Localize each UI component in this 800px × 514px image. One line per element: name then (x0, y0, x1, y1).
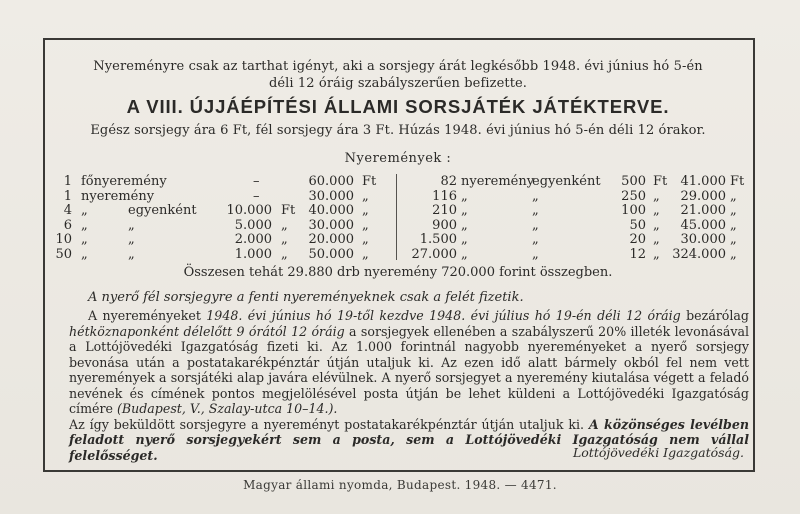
prize-each-unit: Ft (281, 203, 296, 219)
liability-disclaimer: A közönséges levélben feladott nyerő sorsjegyekért sem a posta, sem a Lottójövedéki Igazgatóság nem vállal felelősséget. (69, 416, 749, 463)
prize-label: „ (81, 247, 88, 262)
prize-each-label: „ (532, 188, 539, 204)
claim-notice-line-1: Nyereményre csak az tarthat igényt, aki a sorsjegy árát legkésőbb 1948. évi június hó 5-én (93, 59, 703, 74)
prize-row-right (0, 247, 800, 262)
prize-count: 50 (55, 247, 72, 262)
prize-count: 1 (63, 188, 72, 204)
prize-label: „ (81, 203, 88, 219)
prize-label: „ (461, 217, 468, 233)
prize-count: 1 (63, 174, 72, 189)
printer-imprint: Magyar állami nyomda, Budapest. 1948. — 4471. (243, 478, 557, 492)
prize-count: 116 (432, 188, 457, 204)
prize-row-right (0, 232, 800, 247)
prize-total: 41.000 (680, 174, 726, 189)
prize-count: 210 (432, 203, 457, 219)
postal-transfer-note: Az így beküldött sorsjegyre a nyereményt postatakarékpénztár útján utaljuk ki. (69, 416, 589, 432)
prize-count: 10 (55, 232, 72, 248)
prize-count: 4 (63, 203, 72, 219)
prize-each-unit: „ (281, 247, 288, 262)
prize-label: nyeremény (461, 174, 535, 189)
prize-each-amount: 10.000 (226, 203, 272, 219)
prize-each-amount: 12 (629, 247, 646, 262)
payout-intro: A nyereményeket (88, 308, 207, 323)
prize-total: 60.000 (308, 174, 354, 189)
prize-total-unit: „ (730, 203, 737, 219)
prize-count: 82 (440, 174, 457, 189)
prize-total: 20.000 (308, 232, 354, 248)
prize-total: 324.000 (672, 247, 726, 262)
prize-total-unit: „ (362, 188, 369, 204)
prize-each-amount: 250 (621, 188, 646, 204)
prize-count: 900 (432, 217, 457, 233)
prize-total-unit: Ft (362, 174, 377, 189)
prize-total-line: Összesen tehát 29.880 drb nyeremény 720.000 forint összegben. (183, 265, 613, 280)
ticket-price-line: Egész sorsjegy ára 6 Ft, fél sorsjegy ára 3 Ft. Húzás 1948. évi június hó 5-én déli 12 órakor. (90, 123, 706, 138)
prize-each-unit: Ft (653, 174, 668, 189)
prize-each-label: „ (532, 203, 539, 219)
prize-each-label: „ (532, 247, 539, 262)
prize-each-unit: „ (653, 247, 660, 262)
prize-each-label: „ (128, 217, 135, 233)
prize-each-unit: „ (281, 217, 288, 233)
prize-each-label: „ (532, 217, 539, 233)
payout-rules (69, 308, 749, 463)
claim-notice (46, 58, 750, 92)
prize-total-unit: „ (730, 232, 737, 248)
prize-each-unit: „ (653, 188, 660, 204)
prize-label: nyeremény (81, 188, 155, 204)
claim-notice-line-2: déli 12 óráig szabályszerűen befizette. (268, 76, 528, 91)
prize-label: „ (461, 247, 468, 262)
payout-details: a sorsjegyek ellenében a szabályszerű 20% illeték levonásával a Lottójövedéki Igazgatóság fizeti ki. Az 1.000 forintnál nagyobb nyereményeket a nyerő sorsjegy bevonása után a postatakarékpénztár útján utaljuk ki. Az ezen idő alatt bármely okból fel nem vett nyeremények a sorsjátéki alap javára elévülnek. A nyerő sorsjegyet a nyeremény kiutalása végett a feladó nevének és címének pontos megjelölésével posta útján be lehet küldeni a Lottójövedéki Igazgatóság címére (69, 323, 749, 416)
prize-label: főnyeremény (81, 174, 167, 189)
prize-total-unit: Ft (730, 174, 745, 189)
issuer-signature: Lottójövedéki Igazgatóság. (572, 445, 744, 460)
prize-each-amount: 50 (629, 217, 646, 233)
payout-connector: bezárólag (680, 308, 749, 323)
payout-paragraph-1 (69, 308, 749, 417)
prize-label: „ (461, 203, 468, 219)
prize-total-unit: „ (730, 188, 737, 204)
prize-each-amount: 5.000 (234, 217, 272, 233)
prize-each-label: egyenként (128, 203, 197, 219)
prizes-heading: Nyeremények : (344, 151, 452, 166)
prize-table-divider (396, 174, 397, 260)
prize-total-unit: „ (730, 247, 737, 262)
prize-count: 6 (63, 217, 72, 233)
prize-each-label: egyenként (532, 174, 601, 189)
prize-total: 30.000 (308, 217, 354, 233)
prize-total-unit: „ (362, 247, 369, 262)
prize-label: „ (461, 188, 468, 204)
prize-total-unit: „ (362, 203, 369, 219)
half-ticket-note: A nyerő fél sorsjegyre a fenti nyereményeknek csak a felét fizetik. (88, 290, 524, 305)
payout-hours: hétköznaponként délelőtt 9 órától 12 óráig (69, 323, 345, 339)
prize-dash: – (253, 188, 260, 204)
prize-row-right (0, 189, 800, 204)
prize-each-unit: „ (653, 203, 660, 219)
prize-total: 40.000 (308, 203, 354, 219)
prize-each-unit: „ (653, 217, 660, 233)
directorate-address: (Budapest, V., Szalay-utca 10–14.). (116, 401, 338, 416)
prize-total: 30.000 (680, 232, 726, 248)
prize-each-amount: 20 (629, 232, 646, 248)
prize-each-amount: 1.000 (234, 247, 272, 262)
prize-count: 1.500 (419, 232, 457, 248)
prize-each-amount: 2.000 (234, 232, 272, 248)
prize-each-unit: „ (653, 232, 660, 248)
prize-each-amount: 500 (621, 174, 646, 189)
prize-total: 30.000 (308, 188, 354, 204)
prize-label: „ (81, 232, 88, 248)
game-plan-title: A VIII. ÚJJÁÉPÍTÉSI ÁLLAMI SORSJÁTÉK JÁTÉKTERVE. (126, 96, 670, 117)
prize-total: 29.000 (680, 188, 726, 204)
prize-each-amount: 100 (621, 203, 646, 219)
prize-count: 27.000 (411, 247, 457, 262)
prize-each-label: „ (532, 232, 539, 248)
prize-each-label: „ (128, 232, 135, 248)
prize-each-unit: „ (281, 232, 288, 248)
prize-label: „ (461, 232, 468, 248)
prize-row-right (0, 218, 800, 233)
prize-label: „ (81, 217, 88, 233)
prize-each-label: „ (128, 247, 135, 262)
prize-row-right (0, 174, 800, 189)
prize-total-unit: „ (730, 217, 737, 233)
prize-total-unit: „ (362, 232, 369, 248)
prize-dash: – (253, 174, 260, 189)
prize-total-unit: „ (362, 217, 369, 233)
prize-total: 45.000 (680, 217, 726, 233)
payout-period: 1948. évi június hó 19-től kezdve 1948. évi július hó 19-én déli 12 óráig (206, 308, 681, 323)
prize-total: 21.000 (680, 203, 726, 219)
prize-row-right (0, 203, 800, 218)
prize-total: 50.000 (308, 247, 354, 262)
